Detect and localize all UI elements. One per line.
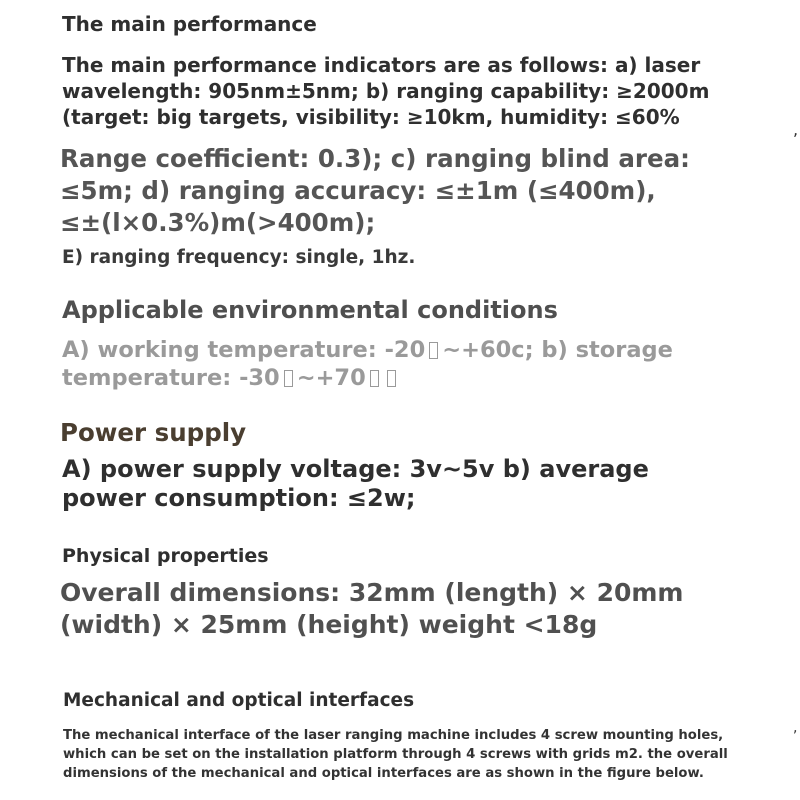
range-line-2: ≤5m; d) ranging accuracy: ≤±1m (≤400m), bbox=[60, 176, 656, 205]
physical-line-2: (width) × 25mm (height) weight <18g bbox=[60, 610, 598, 639]
power-supply-heading: Power supply bbox=[60, 418, 247, 447]
performance-line-3: (target: big targets, visibility: ≥10km, humidity: ≤60% bbox=[62, 105, 680, 129]
mechanical-line-1: The mechanical interface of the laser ranging machine includes 4 screw mounting holes, bbox=[63, 728, 724, 743]
mechanical-line-2: which can be set on the installation platform through 4 screws with grids m2. the overall bbox=[63, 747, 728, 762]
physical-properties-paragraph bbox=[60, 577, 683, 641]
physical-line-1: Overall dimensions: 32mm (length) × 20mm bbox=[60, 578, 684, 607]
mechanical-line-3: dimensions of the mechanical and optical interfaces are as shown in the figure below. bbox=[63, 766, 704, 781]
missing-glyph-icon bbox=[429, 342, 438, 359]
range-line-1: Range coefficient: 0.3); c) ranging blind area: bbox=[60, 144, 690, 173]
missing-glyph-icon bbox=[284, 370, 293, 387]
mechanical-interfaces-heading: Mechanical and optical interfaces bbox=[63, 690, 415, 711]
edge-comma-mark: , bbox=[793, 120, 799, 139]
missing-glyph-icon bbox=[370, 370, 379, 387]
power-supply-paragraph bbox=[62, 455, 649, 513]
storage-text: ~+60c; b) storage bbox=[442, 337, 673, 363]
environment-line-1 bbox=[62, 336, 673, 364]
performance-line-1: The main performance indicators are as follows: a) laser bbox=[62, 53, 701, 77]
storage-temp-max-text: ~+70 bbox=[296, 365, 366, 391]
mechanical-interfaces-paragraph bbox=[63, 726, 728, 783]
edge-comma-mark: , bbox=[793, 720, 798, 736]
working-temp-text: A) working temperature: -20 bbox=[62, 337, 426, 363]
range-line-3: ≤±(l×0.3%)m(>400m); bbox=[60, 208, 376, 237]
environment-heading: Applicable environmental conditions bbox=[62, 296, 558, 324]
storage-temp-text: temperature: -30 bbox=[62, 365, 280, 391]
missing-glyph-icon bbox=[387, 370, 396, 387]
physical-properties-heading: Physical properties bbox=[62, 545, 269, 567]
environment-line-2 bbox=[62, 364, 673, 392]
power-line-1: A) power supply voltage: 3v~5v b) average bbox=[62, 455, 649, 483]
performance-indicators-paragraph bbox=[62, 52, 709, 130]
ranging-frequency-line: E) ranging frequency: single, 1hz. bbox=[62, 247, 416, 268]
performance-line-2: wavelength: 905nm±5nm; b) ranging capability: ≥2000m bbox=[62, 79, 710, 103]
main-performance-heading: The main performance bbox=[62, 12, 317, 36]
power-line-2: power consumption: ≤2w; bbox=[62, 484, 416, 512]
range-coefficient-paragraph bbox=[60, 143, 690, 239]
environment-paragraph bbox=[62, 336, 673, 392]
